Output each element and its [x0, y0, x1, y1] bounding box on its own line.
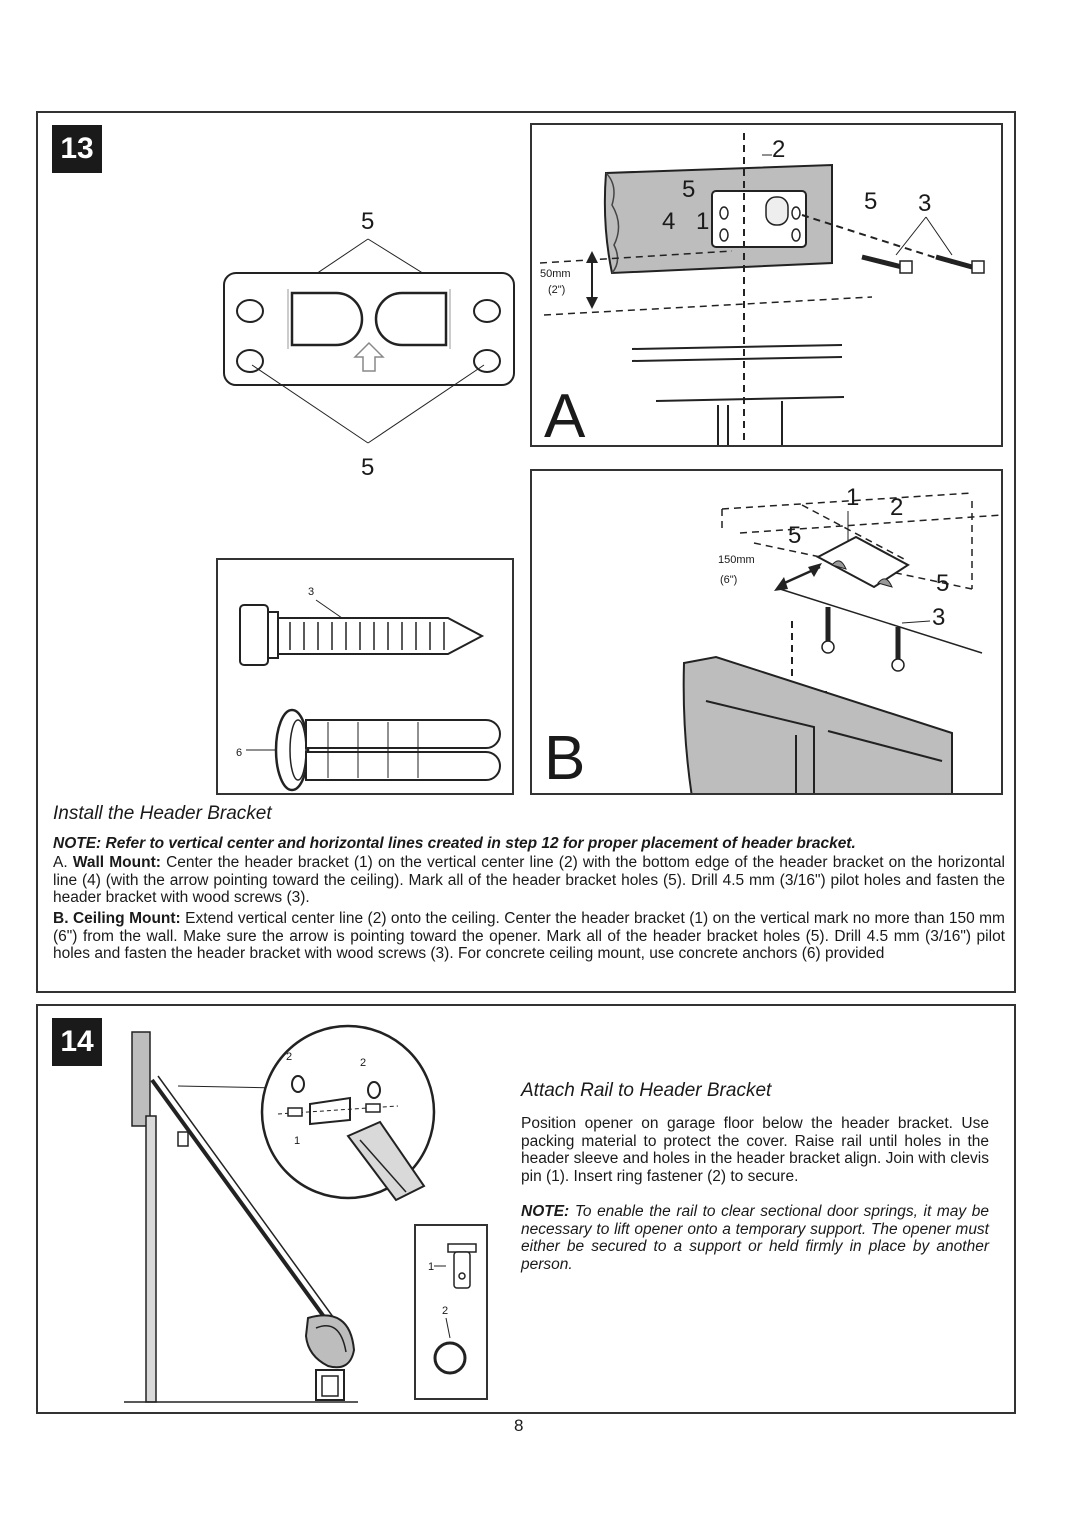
panel-a-callout-hole-left: 5: [682, 176, 696, 203]
panel-b-callout-hole-left: 5: [788, 522, 802, 549]
ceiling-mount-text: Extend vertical center line (2) onto the ceiling. Center the header bracket (1) on the vertical mark no more than 150 mm (6") from the wall. Make sure the arrow is pointing toward the opener. Mark all of the header bracket holes (5). Drill 4.5 mm (3/16") pilot holes and fasten the header bracket with wood screws (3). For concrete ceiling mount, use concrete anchors (6) provided: [53, 910, 1005, 962]
step-14-section: [36, 1004, 1016, 1414]
panel-b-dim-mm: 150mm: [718, 554, 755, 566]
ceiling-mount-lead: Ceiling Mount:: [72, 910, 181, 927]
step-14-note-text: To enable the rail to clear sectional door springs, it may be necessary to lift opener onto a temporary support. The opener must either be secured to a support or held firmly in place by another person.: [521, 1203, 989, 1273]
clevis-pin-detail: [248, 1016, 448, 1216]
panel-b-dim-in: (6"): [720, 574, 738, 586]
parts-pin-callout: 1: [428, 1261, 435, 1273]
hardware-panel: [216, 558, 514, 795]
panel-a-dim-mm: 50mm: [540, 268, 571, 280]
panel-a-dim-in: (2"): [548, 284, 566, 296]
callout-wood-screw: 3: [308, 586, 315, 598]
panel-b-callout-screws: 3: [932, 604, 946, 631]
panel-a-callout-hole-right: 5: [864, 188, 878, 215]
wood-screw-left: [862, 257, 912, 273]
panel-a-letter: A: [544, 382, 586, 449]
step-14-note: [521, 1203, 989, 1273]
ceiling-screw-left: [822, 607, 834, 653]
wall-mount-text: Center the header bracket (1) on the vertical center line (2) with the bottom edge of the header bracket on the horizontal line (4) (with the arrow pointing toward the ceiling). Mark all of the header bracket holes (5). Drill 4.5 mm (3/16") pilot holes and fasten the header bracket with wood screws (3).: [53, 854, 1005, 906]
step-14-body: Position opener on garage floor below the header bracket. Use packing material to protect the cover. Raise rail until holes in the header sleeve and holes in the header bracket align. Join with clevis pin (1). Insert ring fastener (2) to secure.: [521, 1115, 989, 1185]
step-13-badge: 13: [52, 125, 102, 173]
parts-ring-callout: 2: [442, 1305, 449, 1317]
ceiling-mount-label: B.: [53, 910, 69, 927]
panel-b-ceiling-mount: [530, 469, 1003, 795]
panel-a-callout-screws: 3: [918, 190, 932, 217]
panel-a-callout-horizontal-line: 4: [662, 208, 676, 235]
step-13-heading: Install the Header Bracket: [53, 803, 272, 824]
step-14-note-label: NOTE:: [521, 1203, 570, 1220]
step-14-heading: Attach Rail to Header Bracket: [521, 1080, 772, 1101]
panel-a-wall-mount: [530, 123, 1003, 447]
callout-holes-top: 5: [361, 208, 375, 235]
panel-b-callout-hole-right: 5: [936, 570, 950, 597]
panel-a-callout-centerline: 2: [772, 136, 786, 163]
detail-pin-left-callout: 1: [294, 1135, 301, 1147]
wall-mount-lead: Wall Mount:: [72, 854, 161, 871]
panel-b-letter: B: [544, 724, 586, 793]
panel-b-callout-centerline: 2: [890, 494, 904, 521]
detail-ring-right-callout: 2: [360, 1057, 367, 1069]
detail-ring-left-callout: 2: [286, 1051, 293, 1063]
parts-panel: [414, 1224, 488, 1400]
callout-holes-bottom: 5: [361, 454, 375, 481]
callout-concrete-anchor: 6: [236, 747, 243, 759]
panel-a-callout-bracket: 1: [696, 208, 710, 235]
wood-screw-right: [936, 257, 984, 273]
step-14-badge: 14: [52, 1018, 102, 1066]
step-13-section: [36, 111, 1016, 993]
ceiling-mount-instructions: [53, 910, 1005, 963]
page-number: 8: [514, 1416, 524, 1435]
ceiling-screw-right: [892, 627, 904, 671]
wall-mount-instructions: A. Wall Mount: Center the header bracket (1) on the vertical center line (2) with the bottom edge of the header bracket on the horizontal line (4) (with the arrow pointing toward the ceiling). Mark all of the header bracket holes (5). Drill 4.5 mm (3/16") pilot holes and fasten the header bracket with wood screws (3).: [53, 854, 1005, 906]
wall-mount-label: A: [53, 854, 64, 871]
step-13-note: NOTE: Refer to vertical center and horizontal lines created in step 12 for proper placement of header bracket.: [53, 835, 856, 852]
panel-b-callout-bracket: 1: [846, 484, 860, 511]
